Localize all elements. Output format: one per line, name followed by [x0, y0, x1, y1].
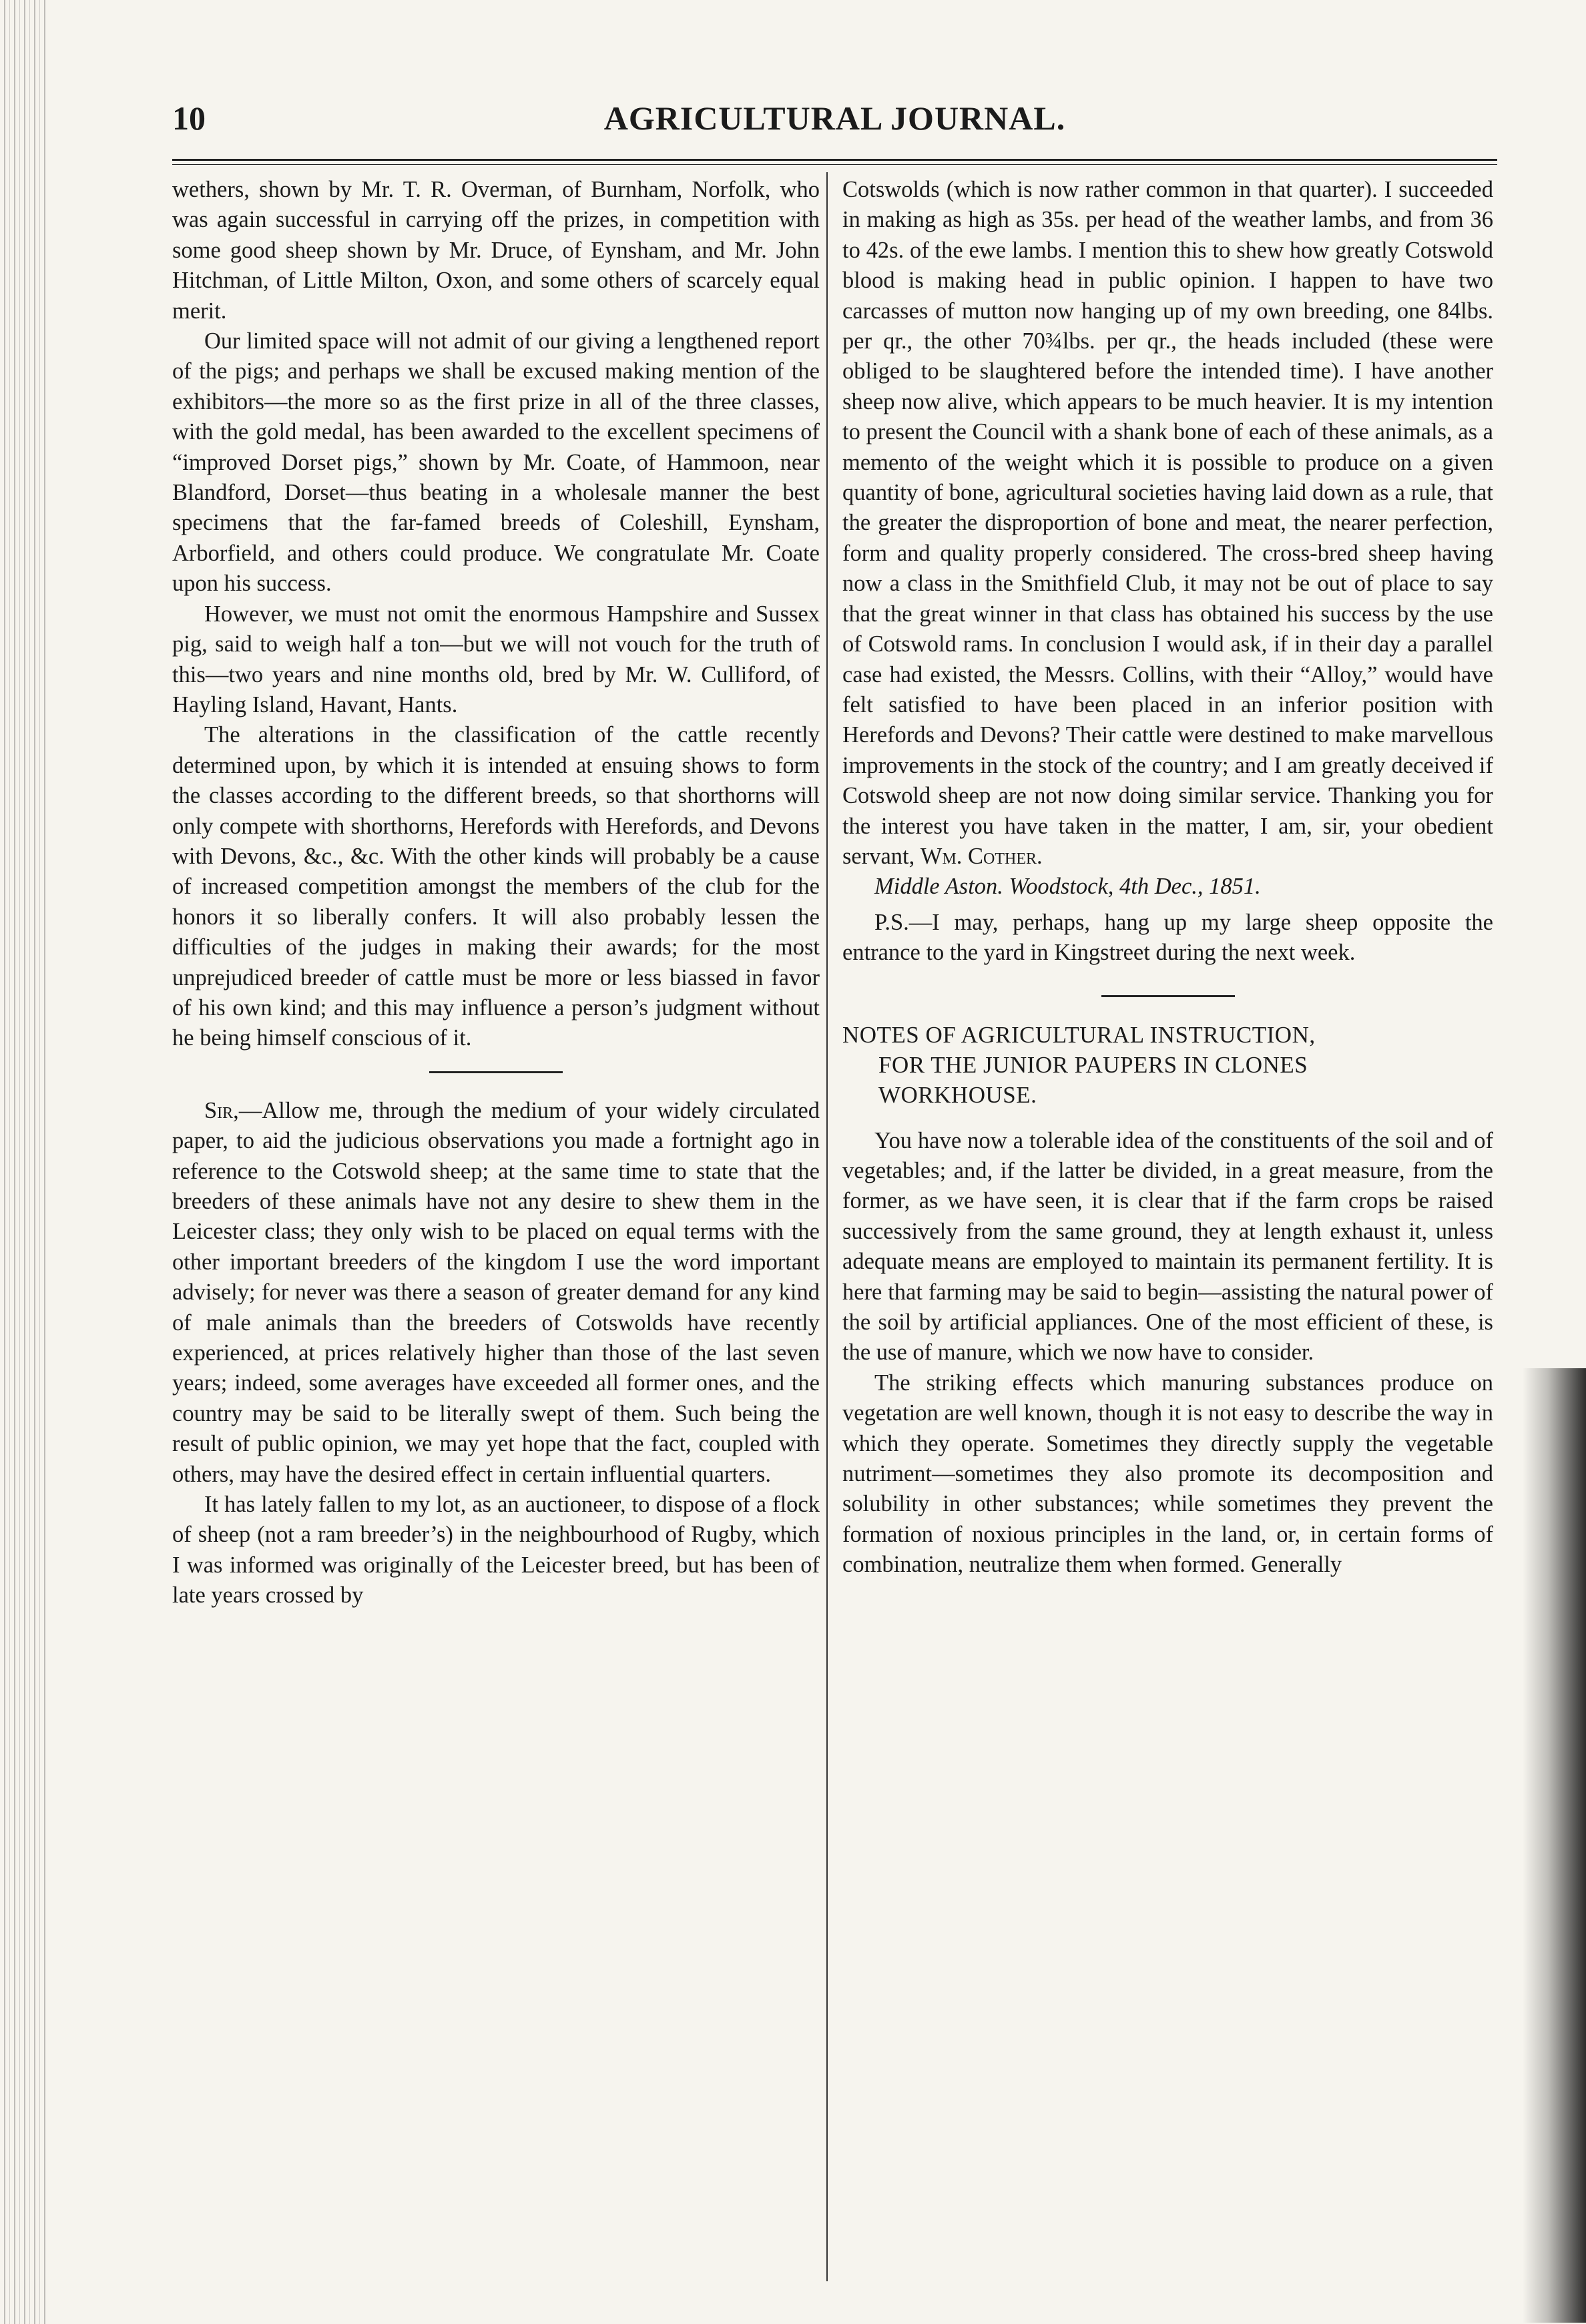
paragraph-wethers: wethers, shown by Mr. T. R. Overman, of Burnham, Norfolk, who was again successful in carrying off the prizes, in competition with some good sheep shown by Mr. Druce, of Eynsham, and Mr. John Hitchman, of Little Milton, Oxon, and some others of scarcely equal merit. [172, 177, 820, 324]
notes-paragraph-2: The striking effects which manuring substances produce on vegetation are well known, though it is not easy to describe the way in which they operate. Sometimes they directly supply the vegetable nutriment—sometimes they also promote its decomposition and solubility in other substances; while sometimes they prevent the formation of noxious principles in the land, or, in certain forms of combination, neutralize them when formed. Generally [842, 1370, 1493, 1578]
notes-title-line-3: WORKHOUSE. [878, 1081, 1037, 1108]
letter-paragraph-1 [172, 1096, 820, 1490]
letter-salutation: Sir, [204, 1097, 239, 1123]
section-separator [429, 1071, 563, 1073]
right-column [842, 175, 1493, 1580]
letter-paragraph-1-text: —Allow me, through the medium of your widely circulated paper, to aid the judicious observations you made a fortnight ago in reference to the Cotswold sheep; at the same time to state that the breeders of these animals have not any desire to shew them in the Leicester class; they only wish to be placed on equal terms with the other important breeders of the kingdom I use the word important advisely; for never was there a season of greater demand for any kind of male animals than the breeders of Cotswolds have recently experienced, at prices relatively higher than those of the last seven years; indeed, some averages have exceeded all former ones, and the country may be said to be literally swept of them. Such being the result of public opinion, we may yet hope that the fact, coupled with others, may have the desired effect in certain influential quarters. [172, 1097, 820, 1487]
letter-continued [842, 175, 1493, 872]
postscript: P.S.—I may, perhaps, hang up my large sheep opposite the entrance to the yard in Kingstreet during the next week. [842, 909, 1493, 966]
paragraph-pigs: Our limited space will not admit of our giving a lengthened report of the pigs; and perhaps we shall be excused making mention of the exhibitors—the more so as the first prize in all of the three classes, with the gold medal, has been awarded to the excellent specimens of “improved Dorset pigs,” shown by Mr. Coate, of Hammoon, near Blandford, Dorset—thus beating in a wholesale manner the best specimens that the far-famed breeds of Coleshill, Eynsham, Arborfield, and others could produce. We congratulate Mr. Coate upon his success. [172, 328, 820, 597]
header-rule-thin [172, 164, 1497, 165]
header-rule [172, 159, 1497, 161]
binding-edge [0, 0, 47, 2324]
notes-title-line-2: FOR THE JUNIOR PAUPERS IN CLONES [878, 1051, 1308, 1078]
left-column [172, 175, 820, 1611]
letter-dateline: Middle Aston. Woodstock, 4th Dec., 1851. [874, 874, 1261, 900]
paragraph-hampshire-pig: However, we must not omit the enormous Hampshire and Sussex pig, said to weigh half a ton—but we will not vouch for the truth of this—two years and nine months old, bred by Mr. W. Culliford, of Hayling Island, Havant, Hants. [172, 601, 820, 717]
letter-paragraph-2: It has lately fallen to my lot, as an auctioneer, to dispose of a flock of sheep (not a ram breeder’s) in the neighbourhood of Rugby, which I was informed was originally of the Leicester breed, but has been of late years crossed by [172, 1492, 820, 1609]
page-number: 10 [172, 99, 206, 137]
page-header [172, 99, 1497, 152]
section-separator [1101, 995, 1235, 997]
running-title: AGRICULTURAL JOURNAL. [603, 99, 1066, 137]
notes-title-line-1: NOTES OF AGRICULTURAL INSTRUCTION, [842, 1021, 1316, 1048]
notes-paragraph-1: You have now a tolerable idea of the constituents of the soil and of vegetables; and, if the latter be divided, in a great measure, from the former, as we have seen, it is clear that if the farm crops be raised successively from the same ground, they at length exhaust it, unless adequate means are employed to maintain its permanent fertility. It is here that farming may be said to begin—assisting the natural power of the soil by artificial appliances. One of the most efficient of these, is the use of manure, which we now have to consider. [842, 1127, 1493, 1366]
letter-continued-text: Cotswolds (which is now rather common in that quarter). I succeeded in making as high as 35s. per head of the weather lambs, and from 36 to 42s. of the ewe lambs. I mention this to shew how greatly Cotswold blood is making head in public opinion. I happen to have two carcasses of mutton now hanging up of my own breeding, one 84lbs. per qr., the other 70¾lbs. per qr., the heads included (these were obliged to be slaughtered before the intended time). I have another sheep now alive, which appears to be much heavier. It is my intention to present the Council with a shank bone of each of these animals, as a memento of the weight which it is possible to produce on a given quantity of bone, agricultural societies having laid down as a rule, that the greater the disproportion of bone and meat, the nearer perfection, form and quality properly considered. The cross-bred sheep having now a class in the Smithfield Club, it may not be out of place to say that the great winner in that class has obtained his success by the use of Cotswold rams. In conclusion I would ask, if in their day a parallel case had existed, the Messrs. Collins, with their “Alloy,” would have felt satisfied to have been placed in an inferior position with Herefords and Devons? Their cattle were destined to make marvellous improvements in the stock of the country; and I am greatly deceived if Cotswold sheep are not now doing similar service. Thanking you for the interest you have taken in the matter, I am, sir, your obedient servant, [842, 177, 1493, 869]
page-edge-shadow [1523, 1368, 1586, 2323]
paragraph-cattle-classes: The alterations in the classification of the cattle recently determined upon, by which it is intended at ensuing shows to form the classes according to the different breeds, so that shorthorns will only compete with shorthorns, Herefords with Herefords, and Devons with Devons, &c., &c. With the other kinds will probably be a cause of increased competition amongst the members of the club for the honors it so liberally confers. It will also probably lessen the difficulties of the judges in making their awards; for the most unprejudiced breeder of cattle must be more or less biassed in favor of his own kind; and this may influence a person’s judgment without he being himself conscious of it. [172, 722, 820, 1051]
letter-signature: Wm. Cother. [920, 843, 1043, 869]
column-divider [826, 172, 828, 2281]
notes-title [842, 1020, 1493, 1110]
